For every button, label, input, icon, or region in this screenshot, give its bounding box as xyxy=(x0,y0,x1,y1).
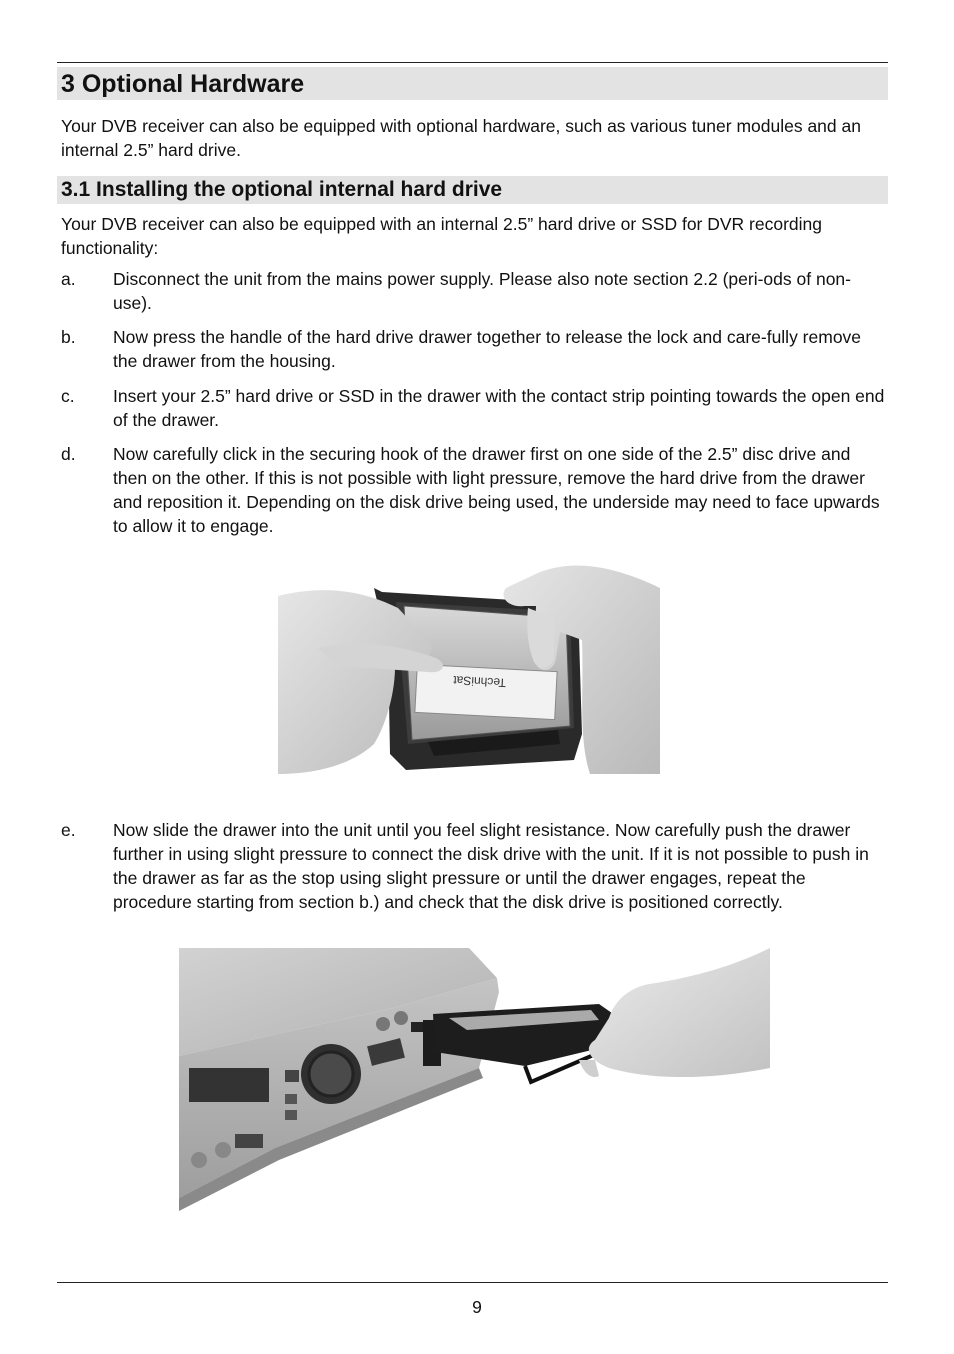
step-marker: c. xyxy=(61,386,75,406)
step-marker: d. xyxy=(61,444,76,464)
step-d xyxy=(61,442,887,538)
step-text: Now slide the drawer into the unit until you feel slight resistance. Now carefully push the drawer further in using slight pressure to connect the disk drive with the unit. If it is not possible to push in the drawer as far as the stop using slight pressure or until the drawer engages, repeat the procedure starting from section b.) and check that the disk drive is positioned correctly. xyxy=(113,820,869,912)
step-text: Now press the handle of the hard drive drawer together to release the lock and care-fully remove the drawer from the housing. xyxy=(113,327,862,371)
page-number: 9 xyxy=(472,1297,482,1317)
step-marker: e. xyxy=(61,820,76,840)
top-rule xyxy=(57,62,888,63)
section-heading: 3 Optional Hardware xyxy=(57,67,888,100)
section-intro: Your DVB receiver can also be equipped with optional hardware, such as various tuner modules and an internal 2.5” hard drive. xyxy=(61,116,861,160)
step-e xyxy=(61,818,887,914)
drawer-label-text: TechniSat xyxy=(452,673,507,690)
step-text: Disconnect the unit from the mains power supply. Please also note section 2.2 (peri-ods of non-use). xyxy=(113,269,851,313)
hard-drive-drawer-photo xyxy=(278,548,660,774)
step-c xyxy=(61,384,887,432)
step-text: Now carefully click in the securing hook of the drawer first on one side of the 2.5” disc drive and then on the other. If this is not possible with light pressure, remove the hard drive from the drawer and reposition it. Depending on the disk drive being used, the underside may need to face upwards to allow it to engage. xyxy=(113,444,880,536)
receiver-drawer-insertion-photo xyxy=(179,948,770,1211)
hard-drive-drawer-illustration xyxy=(278,548,660,774)
step-a xyxy=(61,267,887,315)
bottom-rule xyxy=(57,1282,888,1283)
step-b xyxy=(61,325,887,373)
receiver-illustration xyxy=(179,948,770,1211)
step-text: Insert your 2.5” hard drive or SSD in the drawer with the contact strip pointing towards the open end of the drawer. xyxy=(113,386,885,430)
step-marker: b. xyxy=(61,327,76,347)
subsection-intro: Your DVB receiver can also be equipped with an internal 2.5” hard drive or SSD for DVR recording functionality: xyxy=(61,214,823,258)
step-marker: a. xyxy=(61,269,76,289)
subsection-heading: 3.1 Installing the optional internal hard drive xyxy=(57,176,888,204)
